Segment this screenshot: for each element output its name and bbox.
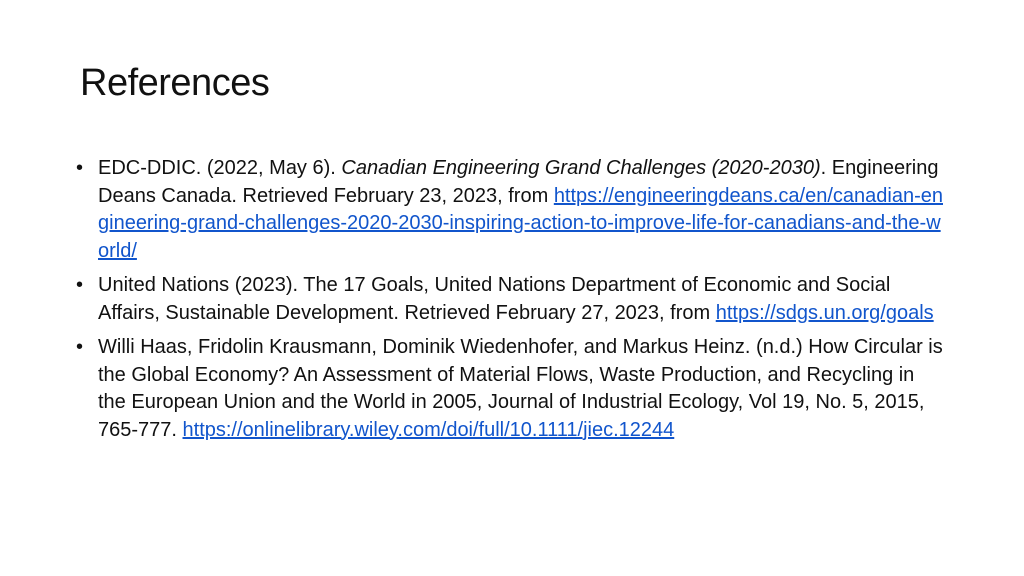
reference-text-continued: . Engineering Deans Canada. Retrieved February 23, 2023, from	[98, 157, 939, 207]
bullet-icon: •	[76, 274, 84, 296]
reference-item	[76, 334, 944, 444]
bullet-icon: •	[76, 336, 84, 358]
reference-link[interactable]: https://onlinelibrary.wiley.com/doi/full/10.1111/jiec.12244	[182, 418, 675, 441]
reference-text: Willi Haas, Fridolin Krausmann, Dominik Wiedenhofer, and Markus Heinz. (n.d.) How Circular is the Global Economy? An Assessment of Material Flows, Waste Production, and Recycling in the European Union and the World in 2005, Journal of Industrial Ecology, Vol 19, No. 5, 2015, 765-777.	[98, 336, 943, 441]
reference-text: EDC-DDIC. (2022, May 6).	[98, 157, 342, 179]
reference-list	[76, 155, 944, 451]
bullet-icon: •	[76, 157, 84, 179]
reference-link[interactable]: https://engineeringdeans.ca/en/canadian-engineering-grand-challenges-2020-2030-inspiring-action-to-improve-life-for-canadians-and-the-world/	[98, 184, 943, 262]
reference-link[interactable]: https://sdgs.un.org/goals	[715, 301, 934, 324]
reference-title-italic: Canadian Engineering Grand Challenges (2020-2030)	[341, 157, 821, 179]
reference-text: United Nations (2023). The 17 Goals, United Nations Department of Economic and Social Affairs, Sustainable Development. Retrieved February 27, 2023, from	[98, 274, 891, 324]
slide-title: References	[80, 62, 270, 104]
reference-item	[76, 272, 944, 327]
reference-item	[76, 155, 944, 265]
